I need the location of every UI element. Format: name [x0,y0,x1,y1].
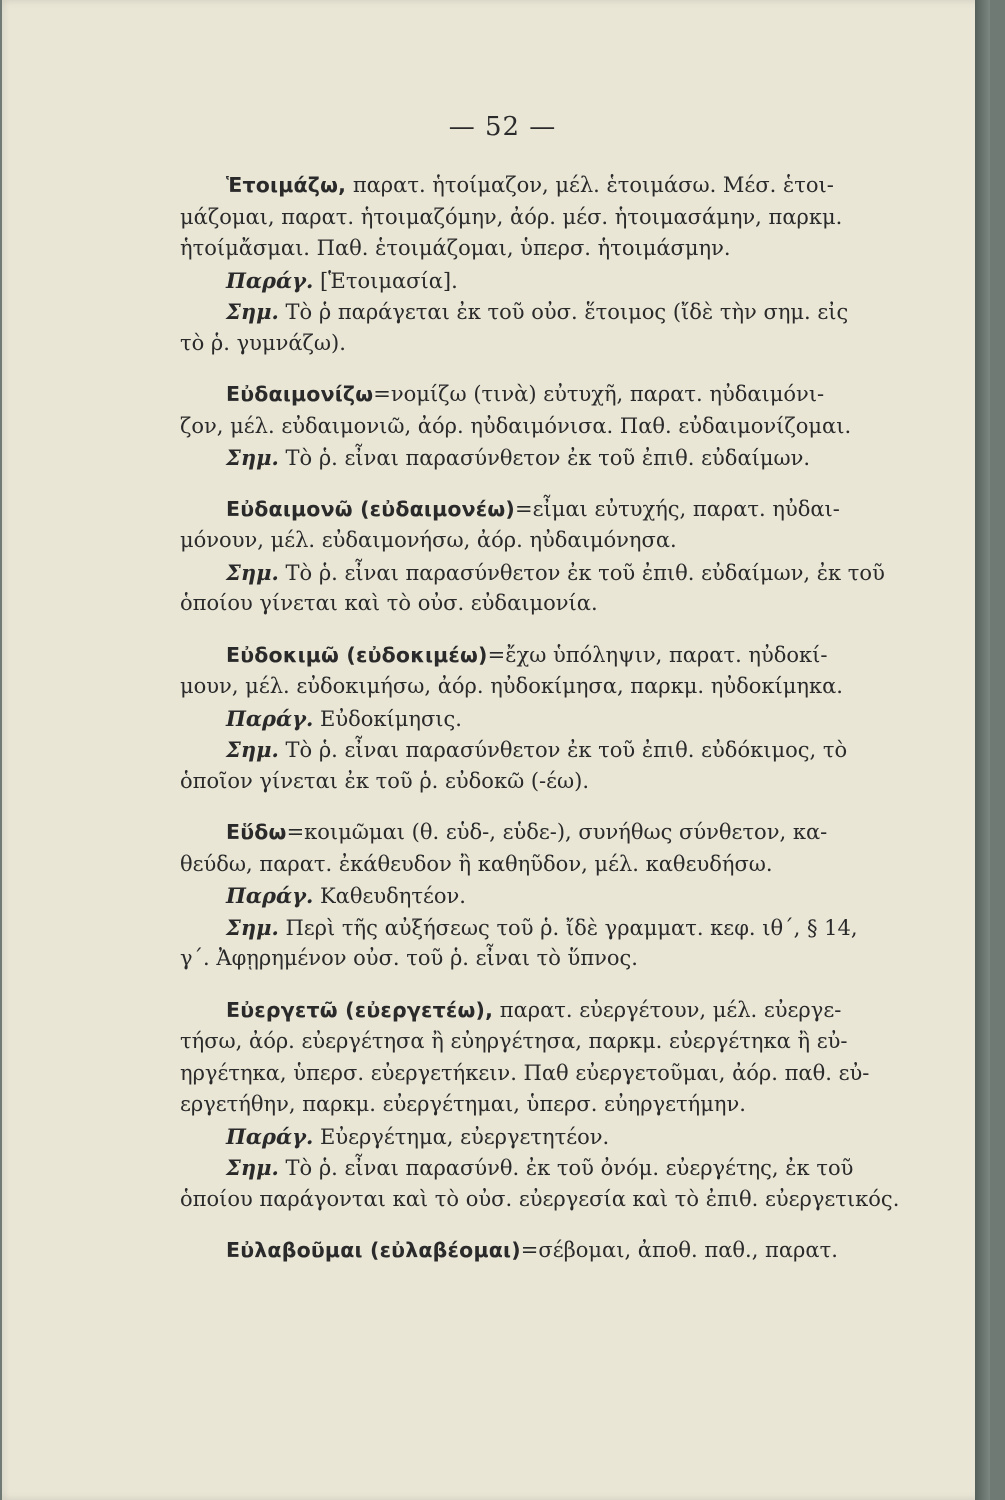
line-text: τήσω, ἀόρ. εὐεργέτησα ἢ εὐηργέτησα, παρκμ. εὐεργέτηκα ἢ εὐ- [180,1029,848,1053]
headword: Ἑτοιμάζω, [226,173,347,197]
entry-line [180,265,932,297]
section-label: Παράγ. [226,1123,314,1149]
entry-line [180,1235,932,1267]
entry-line [180,995,932,1027]
line-text: μόνουν, μέλ. εὐδαιμονήσω, ἀόρ. ηὐδαιμόνησα. [180,528,677,552]
line-text: Τὸ ῥ. εἶναι παρασύνθ. ἐκ τοῦ ὀνόμ. εὐεργέτης, ἐκ τοῦ [278,1156,854,1180]
entry-line [180,328,932,360]
dictionary-entry [180,817,932,975]
section-label: Σημ. [226,559,279,585]
headword: Εὕδω [226,820,287,844]
line-text: παρατ. ἡτοίμαζον, μέλ. ἑτοιμάσω. Μέσ. ἑτοι- [346,173,834,197]
line-text: ὁποίου παράγονται καὶ τὸ οὐσ. εὐεργεσία καὶ τὸ ἐπιθ. εὐεργετικός. [180,1186,900,1211]
line-text: Τὸ ῥ. εἶναι παρασύνθετον ἐκ τοῦ ἐπιθ. εὐδαίμων, ἐκ τοῦ [278,560,885,585]
entry-line [180,734,932,766]
entry-line [180,1026,932,1058]
line-text: ζον, μέλ. εὐδαιμονιῶ, ἀόρ. ηὐδαιμόνισα. Παθ. εὐδαιμονίζομαι. [180,413,852,438]
entry-gap [180,975,932,995]
entry-line [180,817,932,849]
line-text: μουν, μέλ. εὐδοκιμήσω, ἀόρ. ηὐδοκίμησα, παρκμ. ηὐδοκίμηκα. [180,674,843,698]
dictionary-entry [180,379,932,474]
dictionary-entry [180,640,932,798]
entry-gap [180,359,932,379]
line-text: Τὸ ῥ. εἶναι παρασύνθετον ἐκ τοῦ ἐπιθ. εὐδαίμων. [278,446,811,470]
entry-line [180,1184,932,1216]
entry-gap [180,797,932,817]
entry-gap [180,474,932,494]
entry-line [180,494,932,526]
line-text: Τὸ ῥ παράγεται ἐκ τοῦ οὐσ. ἕτοιμος (ἴδὲ τὴν σημ. εἰς [278,300,849,324]
dictionary-entry [180,170,932,359]
entry-line [180,1089,932,1121]
page-edge-shadow [975,0,990,1500]
line-text: τὸ ῥ. γυμνάζω). [180,330,346,355]
entry-line [180,233,932,265]
entry-line [180,202,932,234]
dictionary-entry [180,1235,932,1267]
page-number: — 52 — [448,112,557,142]
dictionary-entry [180,494,932,620]
section-label: Παράγ. [226,705,314,731]
line-text: ἡτοίμἄσμαι. Παθ. ἑτοιμάζομαι, ὑπερσ. ἡτοιμάσμην. [180,236,731,260]
entry-line [180,1152,932,1184]
headword: Εὐλαβοῦμαι (εὐλαβέομαι) [226,1238,521,1262]
entry-line [180,379,932,411]
entry-line [180,703,932,735]
line-text: Περὶ τῆς αὐξήσεως τοῦ ῥ. ἴδὲ γραμματ. κεφ. ιθ´, § 14, [278,915,858,940]
line-text: =κοιμῶμαι (θ. εὑδ-, εὑδε-), συνήθως σύνθετον, κα- [286,820,828,844]
line-text: Καθευδητέον. [313,884,466,908]
entry-line [180,880,932,912]
entry-line [180,671,932,703]
line-text: ὁποίου γίνεται καὶ τὸ οὐσ. εὐδαιμονία. [180,591,598,615]
section-label: Σημ. [226,737,279,762]
line-text: =ἔχω ὑπόληψιν, παρατ. ηὐδοκί- [487,642,828,667]
line-text: εργετήθην, παρκμ. εὐεργέτημαι, ὑπερσ. εὐηργετήμην. [180,1092,746,1116]
entry-line [180,849,932,881]
line-text: θεύδω, παρατ. ἐκάθευδον ἢ καθηῦδον, μέλ. καθευδήσω. [180,851,773,876]
line-text: γ´. Ἀφῃρημένον οὐσ. τοῦ ῥ. εἶναι τὸ ὕπνος. [180,946,638,970]
entry-line [180,442,932,474]
line-text: =νομίζω (τινὰ) εὐτυχῆ, παρατ. ηὐδαιμόνι- [373,382,825,406]
line-text: =σέβομαι, ἀποθ. παθ., παρατ. [520,1238,838,1262]
line-text: παρατ. εὐεργέτουν, μέλ. εὐεργε- [493,997,842,1022]
entry-line [180,1058,932,1090]
line-text: [Ἑτοιμασία]. [313,268,458,293]
entry-line [180,766,932,798]
entry-gap [180,620,932,640]
entry-line [180,588,932,620]
section-label: Σημ. [226,914,279,940]
entry-gap [180,1215,932,1235]
entry-line [180,557,932,589]
line-text: Εὐδοκίμησις. [313,706,462,731]
entry-line [180,411,932,443]
entry-line [180,943,932,975]
headword: Εὐδαιμονῶ (εὐδαιμονέω) [226,496,515,521]
entry-line [180,1121,932,1153]
dictionary-entry [180,995,932,1216]
line-text: μάζομαι, παρατ. ἡτοιμαζόμην, ἀόρ. μέσ. ἡτοιμασάμην, παρκμ. [180,204,843,229]
headword: Εὐεργετῶ (εὐεργετέω), [226,997,494,1022]
line-text: ὁποῖον γίνεται ἐκ τοῦ ῥ. εὐδοκῶ (-έω). [180,768,590,793]
entry-line [180,912,932,944]
line-text: =εἶμαι εὐτυχής, παρατ. ηὐδαι- [515,496,840,521]
entry-line [180,170,932,202]
section-label: Σημ. [226,445,279,470]
line-text: Εὐεργέτημα, εὐεργετητέον. [313,1124,610,1149]
line-text: ηργέτηκα, ὑπερσ. εὐεργετήκειν. Παθ εὐεργετοῦμαι, ἀόρ. παθ. εὐ- [180,1060,870,1085]
headword: Εὐδοκιμῶ (εὐδοκιμέω) [226,642,488,667]
section-label: Σημ. [226,1155,279,1180]
section-label: Παράγ. [226,267,314,293]
entry-line [180,640,932,672]
entry-line [180,525,932,557]
headword: Εὐδαιμονίζω [226,382,374,406]
dictionary-content [180,170,932,1267]
section-label: Σημ. [226,299,279,324]
entry-line [180,296,932,328]
line-text: Τὸ ῥ. εἶναι παρασύνθετον ἐκ τοῦ ἐπιθ. εὐδόκιμος, τὸ [278,738,848,762]
section-label: Παράγ. [226,883,314,908]
